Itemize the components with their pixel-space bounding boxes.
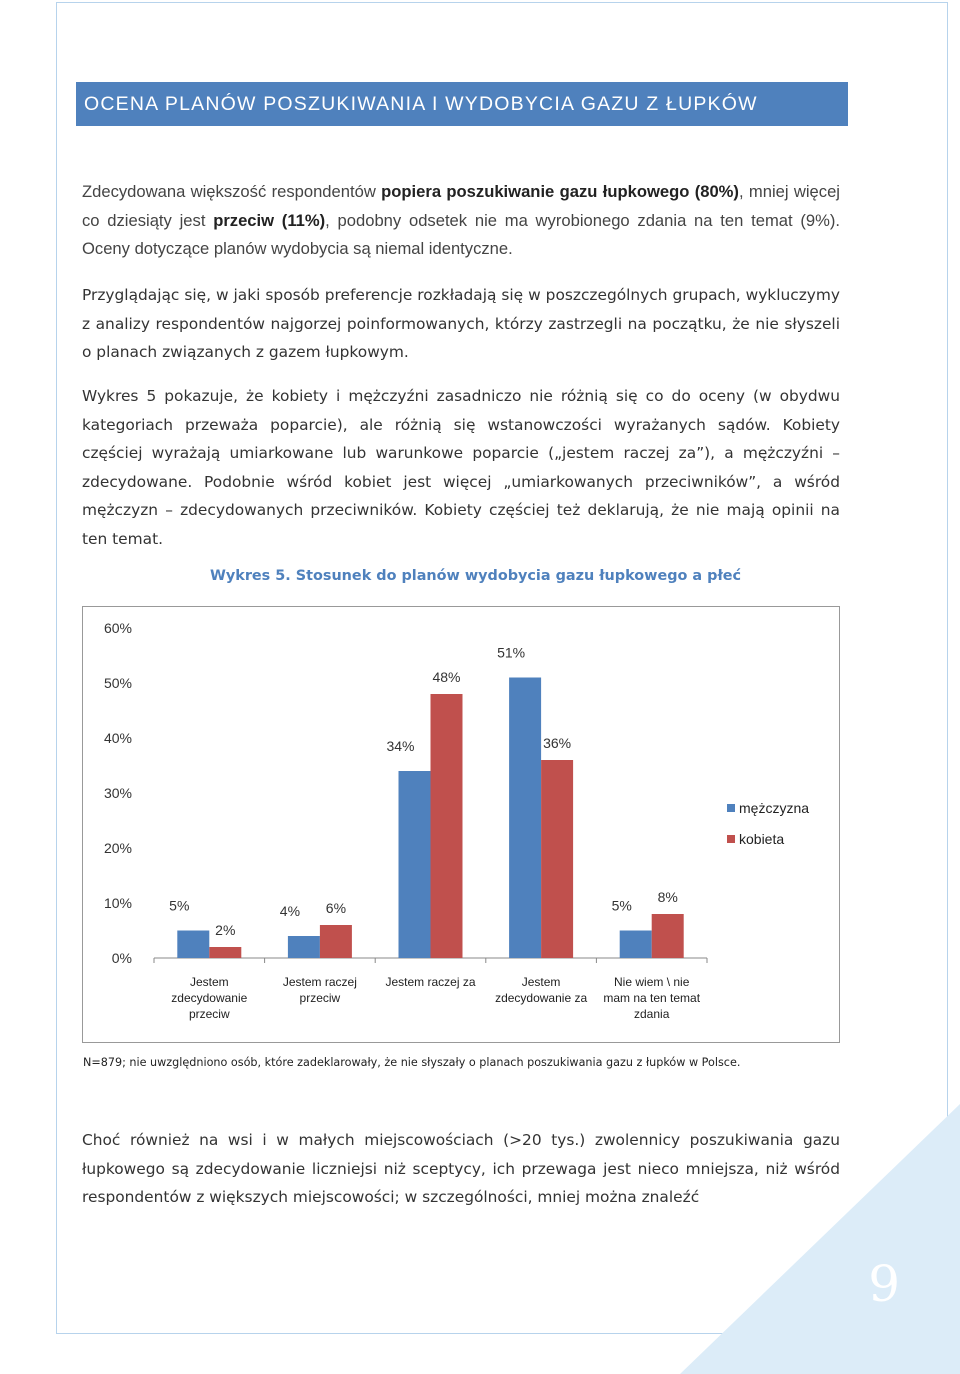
- page-number: 9: [868, 1255, 900, 1313]
- bar-mężczyzna: [288, 936, 320, 958]
- bar-kobieta: [320, 925, 352, 958]
- data-label: 51%: [497, 644, 526, 661]
- legend-swatch: [727, 835, 735, 843]
- intro-bold-2: przeciw (11%): [213, 210, 326, 230]
- data-label: 2%: [215, 922, 236, 938]
- category-label: zdecydowanie za: [495, 991, 588, 1005]
- y-tick-label: 30%: [103, 785, 132, 801]
- y-tick-label: 60%: [103, 620, 132, 636]
- category-label: mam na ten temat: [603, 991, 701, 1005]
- chart-title: Wykres 5. Stosunek do planów wydobycia gazu łupkowego a płeć: [210, 568, 742, 584]
- data-label: 5%: [169, 897, 190, 914]
- intro-text-2: , mniej więcej co dziesiąty jest: [82, 182, 840, 230]
- bar-mężczyzna: [509, 678, 541, 959]
- paragraph-method: Przyglądając się, w jaki sposób preferencje rozkładają się w poszczególnych grupach, wykluczymy z analizy respondentów najgorzej poinformowanych, którzy zastrzegli na początku, że nie słyszeli o planach związanych z gazem łupkowym.: [82, 286, 840, 361]
- chart-footnote: N=879; nie uwzględniono osób, które zadeklarowały, że nie słyszały o planach poszukiwania gazu z łupków w Polsce.: [83, 1056, 741, 1069]
- data-label: 34%: [386, 738, 415, 754]
- y-tick-label: 0%: [111, 950, 132, 966]
- y-tick-label: 20%: [103, 840, 132, 856]
- bar-kobieta: [541, 760, 573, 958]
- data-label: 4%: [279, 903, 301, 919]
- category-label: zdania: [634, 1007, 670, 1021]
- y-tick-label: 10%: [103, 895, 132, 911]
- bar-kobieta: [209, 947, 241, 958]
- data-label: 36%: [543, 735, 572, 751]
- category-label: Nie wiem \ nie: [614, 975, 690, 989]
- category-label: Jestem raczej za: [385, 975, 476, 989]
- bar-chart: [82, 606, 840, 1043]
- intro-text-3: , podobny odsetek nie ma wyrobionego zdania na ten temat (9%). Oceny dotyczące planów wydobycia są niemal identyczne.: [82, 210, 841, 258]
- section-header: OCENA PLANÓW POSZUKIWANIA I WYDOBYCIA GAZU Z ŁUPKÓW: [76, 82, 848, 126]
- category-label: przeciw: [299, 991, 341, 1005]
- data-label: 8%: [657, 889, 678, 905]
- category-label: Jestem raczej: [282, 975, 357, 989]
- paragraph-intro: [82, 178, 840, 264]
- category-label: Jestem: [521, 975, 561, 989]
- legend-label: kobieta: [739, 831, 785, 847]
- paragraph-settlements: Choć również na wsi i w małych miejscowościach (>20 tys.) zwolennicy poszukiwania gazu łupkowego są zdecydowanie liczniejsi niż sceptycy, ich przewaga jest nieco mniejsza, niż wśród respondentów z większych miejscowości; w szczególności, mniej można znaleźć: [82, 1131, 840, 1206]
- data-label: 48%: [432, 669, 461, 685]
- bar-kobieta: [431, 694, 463, 958]
- intro-bold-1: popiera poszukiwanie gazu łupkowego (80%): [381, 182, 739, 201]
- legend-swatch: [727, 804, 735, 812]
- category-label: zdecydowanie: [171, 991, 248, 1005]
- category-label: przeciw: [188, 1007, 230, 1021]
- y-tick-label: 50%: [103, 675, 132, 691]
- data-label: 6%: [325, 900, 347, 916]
- bar-mężczyzna: [620, 931, 652, 959]
- bar-kobieta: [652, 914, 684, 958]
- paragraph-chart-description: Wykres 5 pokazuje, że kobiety i mężczyźni zasadniczo nie różnią się co do oceny (w obydwu kategoriach przeważa poparcie), ale różnią się wstanowczości wyrażanych sądów. Kobiety częściej wyrażają umiarkowane lub warunkowe poparcie („jestem raczej za”), a mężczyźni – zdecydowane. Podobnie wśród kobiet jest więcej „umiarkowanych przeciwników”, a wśród mężczyzn – zdecydowanych przeciwników. Kobiety częściej też deklarują, że nie mają opinii na ten temat.: [82, 387, 840, 548]
- legend-label: mężczyzna: [739, 800, 810, 816]
- bar-mężczyzna: [177, 931, 209, 959]
- y-tick-label: 40%: [103, 730, 132, 746]
- category-label: Jestem: [189, 975, 229, 989]
- bar-mężczyzna: [399, 771, 431, 958]
- data-label: 5%: [611, 897, 632, 914]
- intro-text-1: Zdecydowana większość respondentów: [82, 182, 382, 201]
